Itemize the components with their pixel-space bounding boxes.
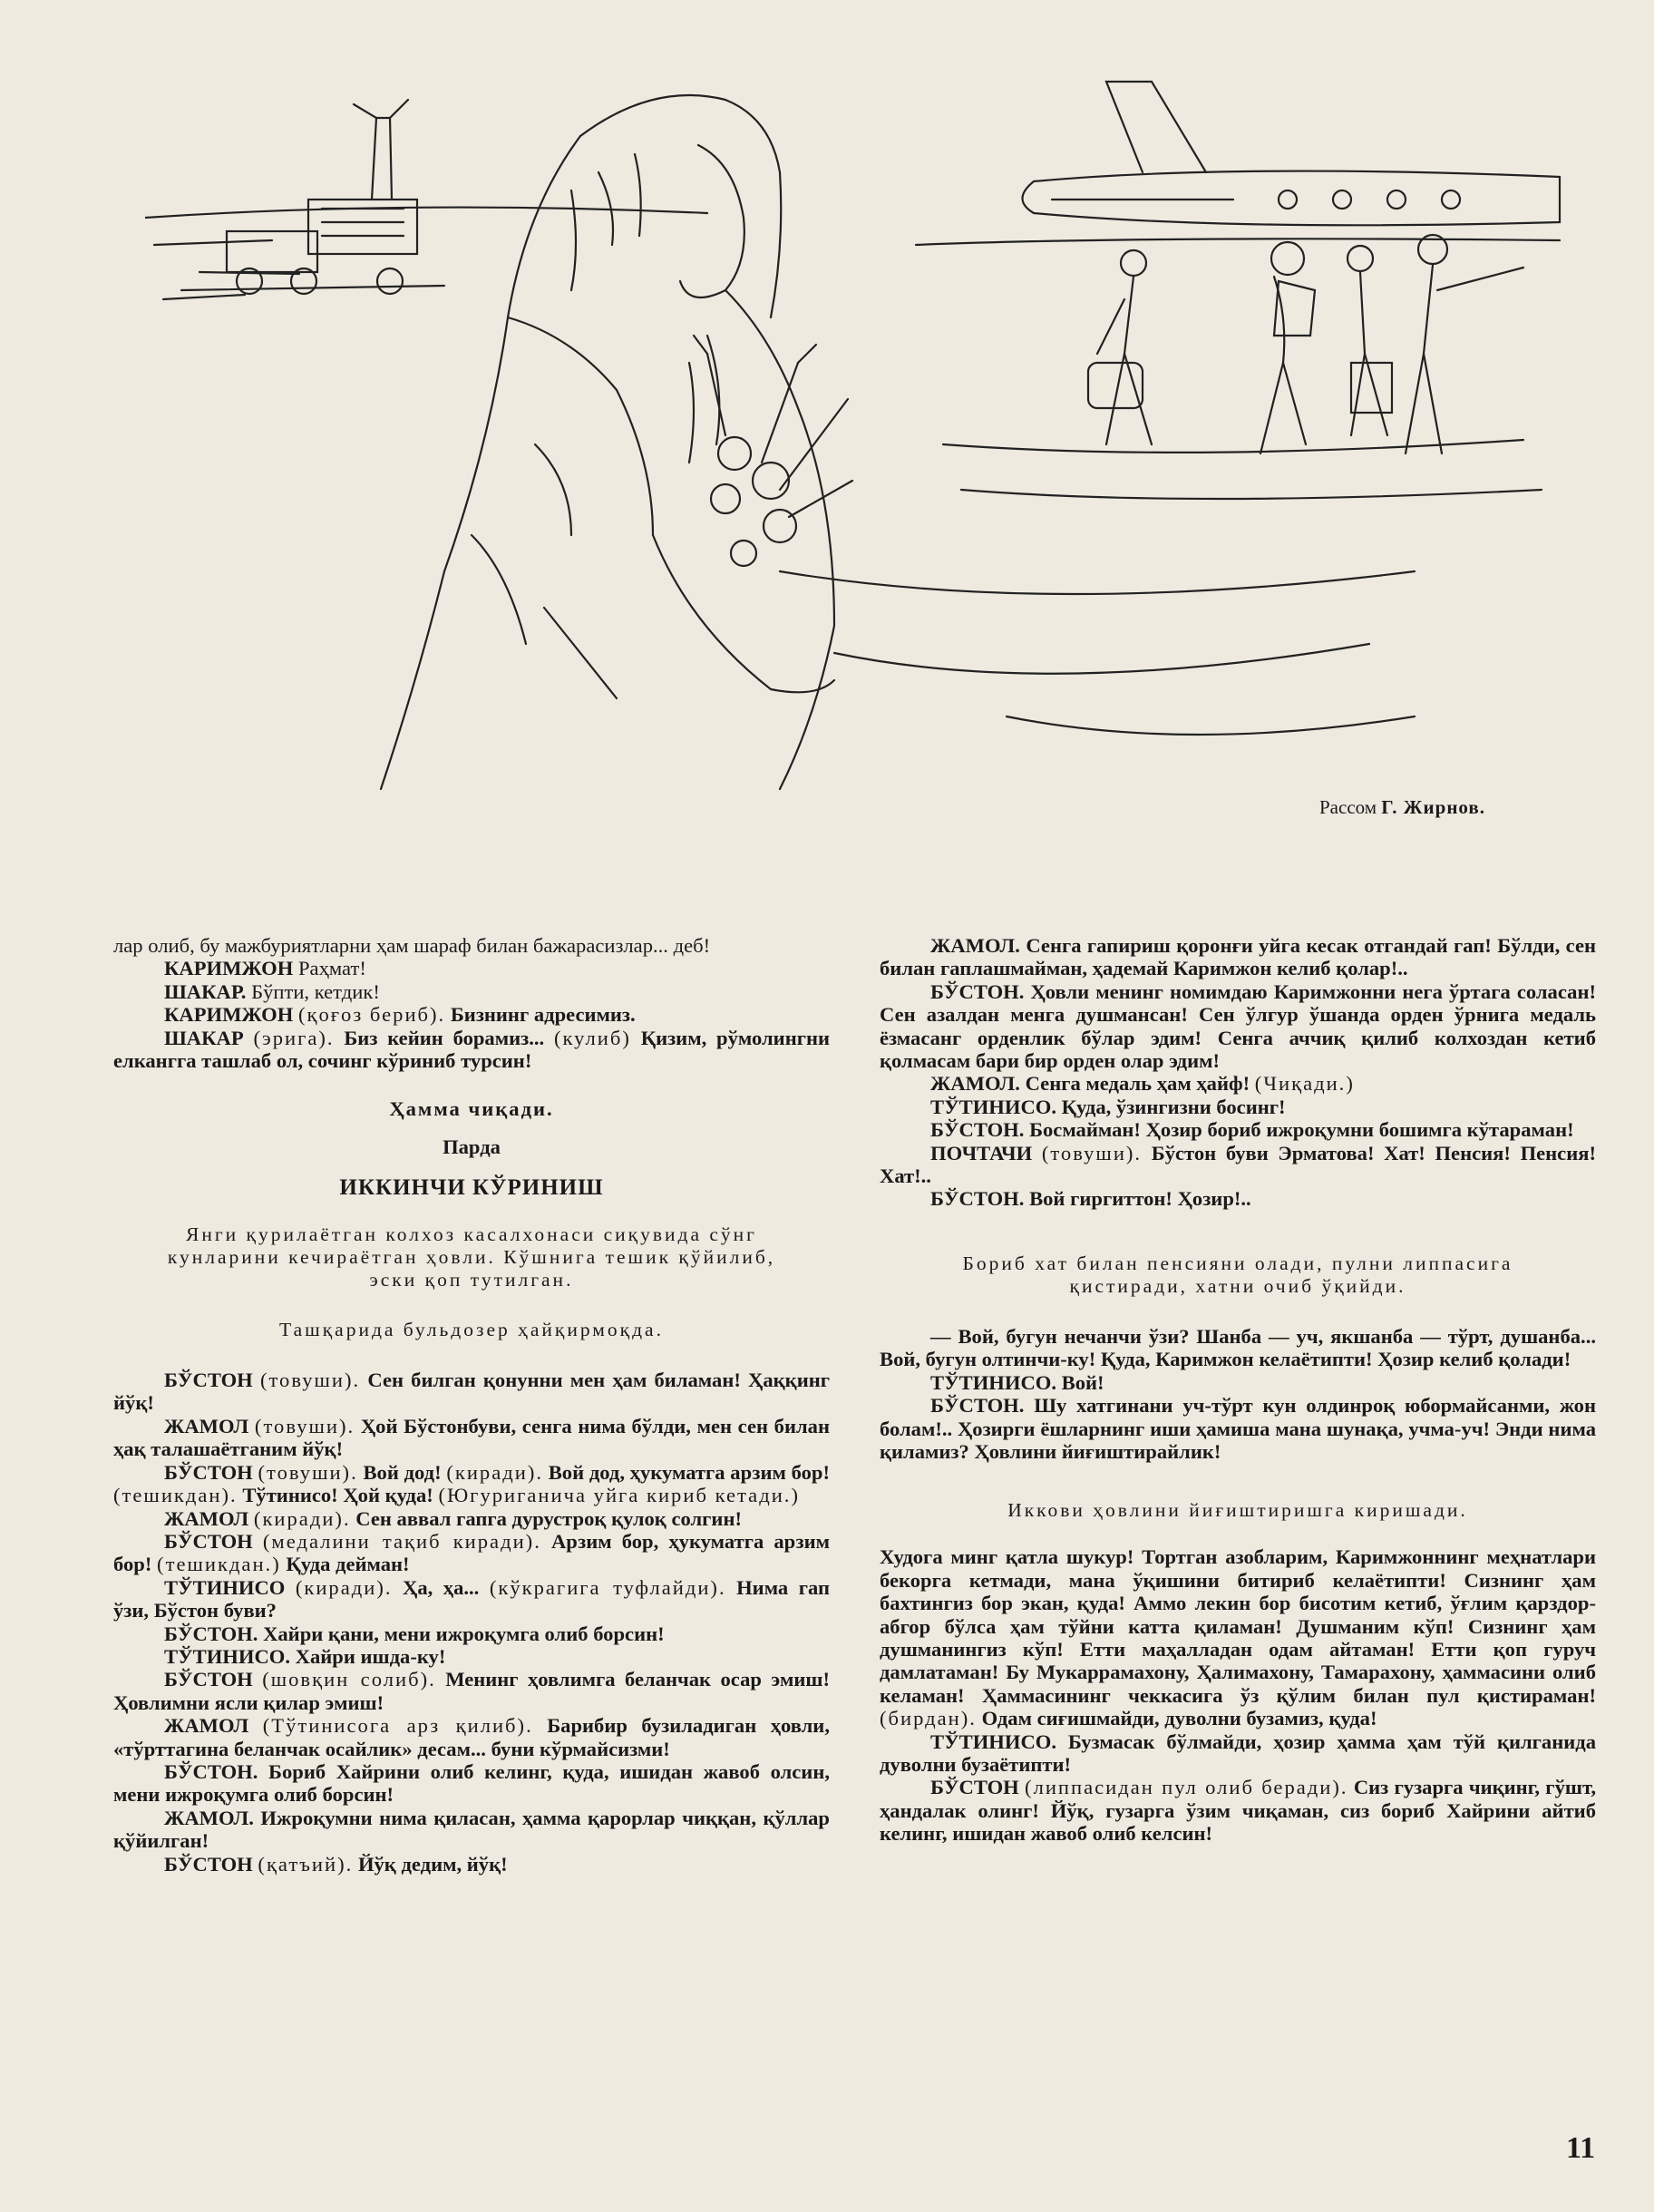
- speaker: БЎСТОН: [164, 1668, 253, 1691]
- stage-note: (шовқин солиб).: [262, 1668, 436, 1691]
- stage-direction: Иккови ҳовлини йиғиштиришга киришади.: [1007, 1499, 1468, 1522]
- paragraph: [113, 1853, 830, 1876]
- speaker: ПОЧТАЧИ: [930, 1141, 1033, 1164]
- speaker: КАРИМЖОН: [164, 1003, 294, 1027]
- stage-note: (тешикдан).: [113, 1484, 238, 1507]
- text: Ҳой Бўстонбуви, сенга нима бўлди, мен сен билан ҳақ талашаётганим йўқ!: [113, 1414, 830, 1461]
- paragraph: [113, 1668, 830, 1714]
- speaker: БЎСТОН: [164, 1529, 253, 1553]
- speaker: БЎСТОН: [164, 1369, 253, 1392]
- stage-note: (Югуриганича уйга кириб кетади.): [438, 1484, 800, 1507]
- text: Қуда, ўзингизни босинг!: [1061, 1095, 1286, 1118]
- speaker: ШАКАР.: [164, 979, 247, 1003]
- text: Қуда дейман!: [286, 1553, 410, 1576]
- speaker: КАРИМЖОН: [164, 957, 294, 980]
- text: — Вой, бугун нечанчи ўзи? Шанба — уч, якшанба — тўрт, душанба... Вой, бугун олтинчи-ку! Қуда, Каримжон келаётипти! Ҳозир келиб қолади!: [880, 1324, 1596, 1371]
- text: Сенга медаль ҳам ҳайф!: [1025, 1072, 1250, 1096]
- credit-artist: Г. Жирнов.: [1381, 796, 1485, 818]
- paragraph: [113, 1714, 830, 1760]
- left-column: [113, 934, 830, 1876]
- paragraph: [880, 980, 1596, 1073]
- speaker: БЎСТОН: [930, 1776, 1019, 1799]
- speaker: ЖАМОЛ.: [930, 934, 1020, 957]
- text: Биз кейин борамиз...: [344, 1026, 545, 1049]
- paragraph: [113, 1622, 830, 1645]
- paragraph: [880, 1371, 1596, 1394]
- stage-note: (кулиб): [554, 1026, 631, 1049]
- stage-note: (тешикдан.): [157, 1553, 281, 1576]
- paragraph: [113, 1027, 830, 1073]
- speaker: ЖАМОЛ.: [164, 1806, 254, 1829]
- paragraph: [113, 1807, 830, 1853]
- right-column: [880, 934, 1596, 1846]
- speaker: БЎСТОН.: [164, 1759, 258, 1783]
- text: Одам сиғишмайди, дуволни бузамиз, қуда!: [981, 1707, 1377, 1730]
- stage-note: (бирдан).: [880, 1707, 977, 1730]
- speaker: БЎСТОН: [164, 1460, 253, 1484]
- text: Сенга гапириш қоронғи уйга кесак отгандай гап! Бўлди, сен билан гаплашмайман, ҳадемай Каримжон келиб қолар!..: [880, 934, 1596, 980]
- stage-note: (Тўтинисога арз қилиб).: [262, 1714, 533, 1738]
- text: Нима гап ўзи, Бўстон буви?: [113, 1575, 830, 1622]
- stage-note: (киради).: [446, 1460, 543, 1484]
- stage-note: (кўкрагига туфлайди).: [489, 1575, 726, 1599]
- illustration: [145, 63, 1578, 798]
- text: лар олиб, бу мажбуриятларни ҳам шараф билан бажарасизлар... деб!: [113, 934, 711, 957]
- text: Сен аввал гапга дурустроқ қулоқ солгин!: [355, 1506, 742, 1530]
- speaker: ЖАМОЛ: [164, 1414, 249, 1437]
- paragraph: [113, 1530, 830, 1576]
- paragraph: [880, 1545, 1596, 1730]
- illustration-credit: [1319, 796, 1485, 819]
- paragraph: [880, 934, 1596, 980]
- stage-note: (липпасидан пул олиб беради).: [1025, 1776, 1348, 1799]
- paragraph: [880, 1776, 1596, 1845]
- text: Ҳа, ҳа...: [403, 1575, 480, 1599]
- text: Тўтинисо! Ҳой қуда!: [242, 1484, 433, 1507]
- text: Хайри қани, мени ижроқумга олиб борсин!: [263, 1622, 665, 1645]
- text: Вой дод!: [363, 1460, 442, 1484]
- speaker: ТЎТИНИСО.: [930, 1370, 1056, 1394]
- paragraph: [880, 1325, 1596, 1371]
- paragraph: [113, 934, 830, 957]
- paragraph: [880, 1118, 1596, 1141]
- paragraph: [113, 1369, 830, 1415]
- credit-prefix: Рассом: [1319, 796, 1377, 818]
- paragraph: [113, 1507, 830, 1530]
- text: Сен билган қонунни мен ҳам биламан! Ҳаққинг йўқ!: [113, 1369, 830, 1415]
- paragraph: [880, 1096, 1596, 1118]
- text: Бўпти, кетдик!: [251, 979, 380, 1003]
- stage-note: (киради).: [295, 1575, 393, 1599]
- text: Сиз гузарга чиқинг, гўшт, ҳандалак олинг! Йўқ, гузарга ўзим чиқаман, сиз бориб Хайрини айтиб келинг, ишидан жавоб олиб келсин!: [880, 1776, 1596, 1846]
- page-number: 11: [1566, 2131, 1596, 2165]
- stage-note: (товуши).: [1041, 1141, 1143, 1164]
- speaker: БЎСТОН: [164, 1852, 253, 1876]
- speaker: ТЎТИНИСО.: [930, 1730, 1056, 1753]
- paragraph: [113, 1415, 830, 1461]
- text: Бузмасак бўлмайди, ҳозир ҳамма ҳам тўй қилганида дуволни бузаётипти!: [880, 1730, 1596, 1776]
- stage-note: (қатъий).: [258, 1852, 354, 1876]
- speaker: ТЎТИНИСО.: [164, 1644, 290, 1668]
- curtain-label: Парда: [443, 1135, 501, 1158]
- paragraph: [113, 980, 830, 1003]
- text: Арзим бор, ҳукуматга арзим бор!: [113, 1529, 830, 1576]
- paragraph: [880, 1730, 1596, 1777]
- stage-note: (товуши).: [254, 1414, 355, 1437]
- stage-note: (медалини тақиб киради).: [262, 1529, 541, 1553]
- text: Йўқ дедим, йўқ!: [357, 1852, 508, 1876]
- speaker: БЎСТОН.: [930, 1187, 1025, 1211]
- text: Босмайман! Ҳозир бориб ижроқумни бошимга кўтараман!: [1029, 1118, 1574, 1142]
- paragraph: [880, 1187, 1596, 1210]
- text: Бориб Хайрини олиб келинг, қуда, ишидан жавоб олсин, мени ижроқумга олиб борсин!: [113, 1759, 830, 1807]
- text: Барибир бузиладиган ҳовли, «тўрттагина беланчак осайлик» десам... буни кўрмайсизми!: [113, 1714, 830, 1760]
- speaker: ЖАМОЛ: [164, 1714, 249, 1738]
- speaker: БЎСТОН.: [164, 1622, 258, 1645]
- text: Менинг ҳовлимга беланчак осар эмиш! Ҳовлимни ясли қилар эмиш!: [113, 1668, 830, 1714]
- stage-note: (эрига).: [253, 1026, 335, 1049]
- paragraph: [880, 1142, 1596, 1188]
- speaker: ТЎТИНИСО: [164, 1575, 286, 1599]
- stage-note: (товуши).: [259, 1369, 361, 1392]
- paragraph: [113, 957, 830, 979]
- text: Шу хатгинани уч-тўрт кун олдинроқ юбормайсанми, жон болам!.. Ҳозирги ёшларнинг иши ҳамиша мана шунақа, учма-уч! Энди нима қиламиз? Ҳовлини йиғиштирайлик!: [880, 1394, 1596, 1463]
- speaker: БЎСТОН.: [930, 979, 1025, 1003]
- paragraph: [113, 1645, 830, 1668]
- airplane-drawing: [1023, 82, 1561, 225]
- stage-direction: Бориб хат билан пенсияни олади, пулни липпасига қистиради, хатни очиб ўқийди.: [962, 1252, 1513, 1297]
- paragraph: [113, 1003, 830, 1026]
- paragraph: [880, 1394, 1596, 1463]
- text: Ҳовли менинг номимдаю Каримжонни нега ўртага соласан! Сен азалдан менга душмансан! Сен ўлгур ўшанда орден ўрнига медаль ёзмасанг орденлик бўлар эдим! Сенга аччиқ қилиб колхоздан кетиб қолмасам бари бир орден олар эдим!: [880, 979, 1596, 1073]
- speaker: БЎСТОН.: [930, 1118, 1025, 1142]
- woman-with-flowers-drawing: [381, 95, 852, 789]
- crane-truck-drawing: [181, 100, 444, 294]
- paragraph: [113, 1760, 830, 1807]
- stage-note: (Чиқади.): [1254, 1072, 1355, 1096]
- paragraph: [113, 1576, 830, 1622]
- speaker: ТЎТИНИСО.: [930, 1095, 1056, 1118]
- speaker: ЖАМОЛ: [164, 1506, 249, 1530]
- text: Хайри ишда-ку!: [295, 1644, 446, 1668]
- stage-note: (қоғоз бериб).: [297, 1003, 446, 1027]
- text: Раҳмат!: [297, 957, 366, 980]
- text: Қизим, рўмолингни елкангга ташлаб ол, сочинг кўриниб турсин!: [113, 1026, 831, 1073]
- speaker: БЎСТОН.: [930, 1394, 1025, 1418]
- stage-direction: Янги қурилаётган колхоз касалхонаси сиқувида сўнг кунларини кечираётган ҳовли. Кўшнига тешик қўйилиб, эски қоп тутилган.: [167, 1223, 776, 1291]
- paragraph: [880, 1072, 1596, 1095]
- scene-exit: Ҳамма чиқади.: [389, 1097, 554, 1121]
- scene-heading: ИККИНЧИ КЎРИНИШ: [339, 1175, 604, 1201]
- text: Бизнинг адресимиз.: [450, 1003, 636, 1027]
- text: Вой гиргиттон! Ҳозир!..: [1029, 1187, 1251, 1211]
- ink-drawing: [145, 63, 1578, 798]
- stage-direction: Ташқарида бульдозер ҳайқирмоқда.: [279, 1318, 664, 1340]
- text: Вой!: [1061, 1370, 1104, 1394]
- text: Ижроқумни нима қиласан, ҳамма қарорлар чиққан, қўллар қўйилган!: [113, 1806, 830, 1853]
- stage-note: (товуши).: [258, 1460, 358, 1484]
- text: Вой дод, ҳукуматга арзим бор!: [548, 1460, 830, 1484]
- stage-note: (киради).: [253, 1506, 351, 1530]
- text: Худога минг қатла шукур! Тортган азобларим, Каримжоннинг меҳнатлари бекорга кетмади, мана ўқишини битириб келаётипти! Сизнинг ҳам бахтингиз бор экан, қуда! Аммо лекин бор бисотим кетиб, ўғлим қарздор-абгор бўлса ҳам тўйни катта қиламан! Душманим кўп! Сизнинг ҳам душманингиз кўп! Етти маҳалладан одам айтаман! Етти қоп гуруч дамлатаман! Бу Мукаррамахону, Ҳалимахону, Тамарахону, ҳаммасини олиб келаман! Ҳаммасининг чеккасига ўз қўлим билан пул қистираман!: [880, 1545, 1596, 1707]
- text: Бўстон буви Эрматова! Хат! Пенсия! Пенсия! Хат!..: [880, 1141, 1596, 1188]
- speaker: ЖАМОЛ.: [930, 1072, 1020, 1096]
- speaker: ШАКАР: [164, 1026, 244, 1049]
- paragraph: [113, 1461, 830, 1507]
- passengers-drawing: [1088, 235, 1523, 453]
- horizon-line: [145, 208, 707, 218]
